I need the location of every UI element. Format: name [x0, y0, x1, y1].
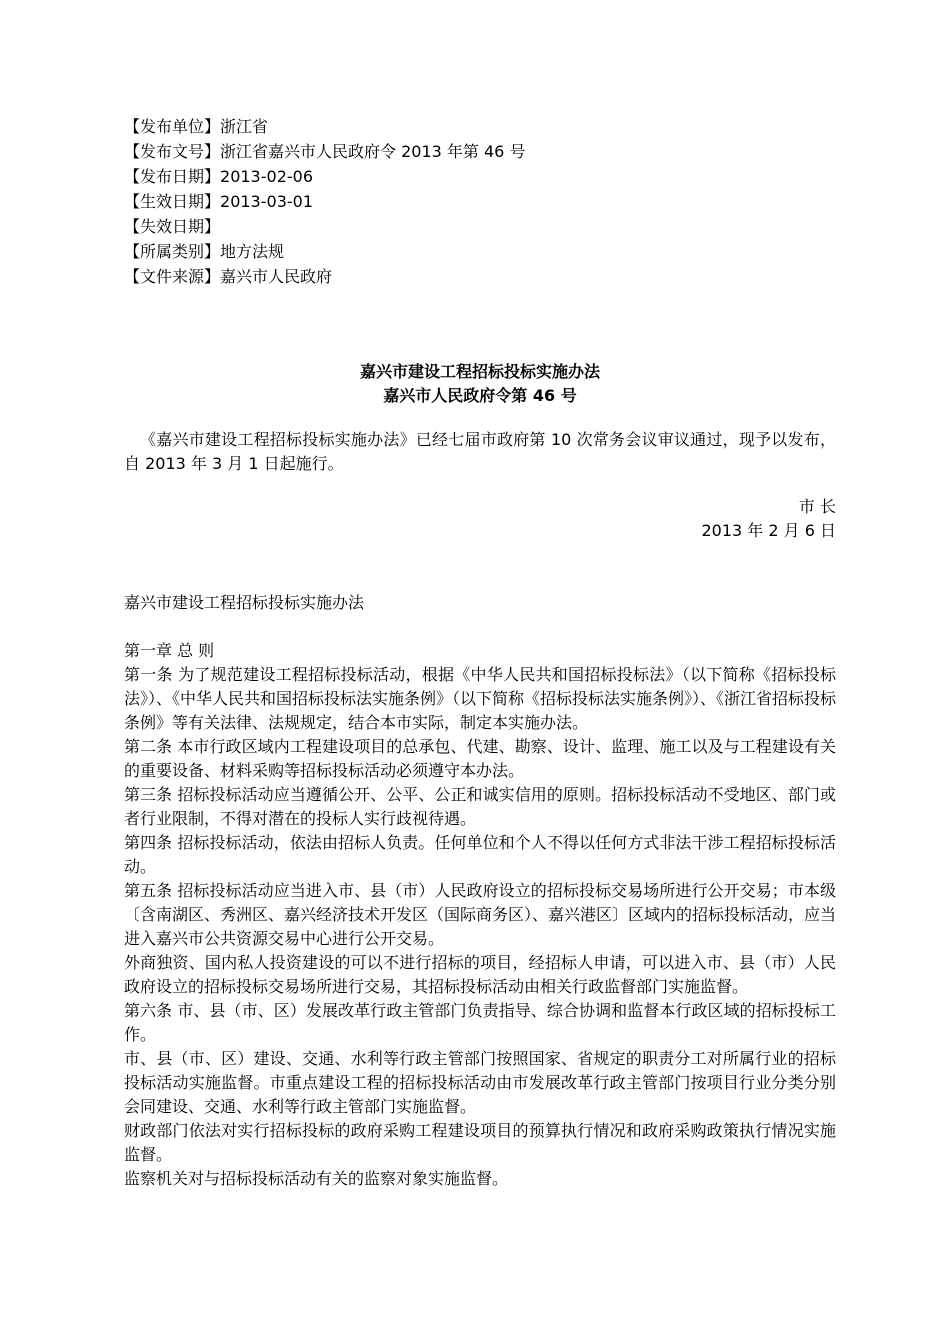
article-paragraph: 第六条 市、县（市、区）发展改革行政主管部门负责指导、综合协调和监督本行政区域的招标投标工作。 — [124, 1001, 836, 1044]
meta-value: 浙江省 — [220, 117, 269, 136]
article-paragraph: 第五条 招标投标活动应当进入市、县（市）人民政府设立的招标投标交易场所进行公开交易；市本级〔含南湖区、秀洲区、嘉兴经济技术开发区（国际商务区）、嘉兴港区〕区域内的招标投标活动，应当进入嘉兴市公共资源交易中心进行公开交易。 — [124, 881, 837, 948]
meta-value: 嘉兴市人民政府 — [220, 267, 333, 286]
decree-number-title: 嘉兴市人民政府令第 46 号 — [383, 386, 577, 405]
document-page — [124, 114, 836, 1191]
document-title: 嘉兴市建设工程招标投标实施办法 — [124, 593, 365, 612]
meta-doc-number — [124, 139, 836, 164]
articles-list — [124, 663, 836, 1191]
meta-label: 【发布单位】 — [124, 117, 221, 136]
meta-effective-date — [124, 189, 836, 214]
title-block — [124, 360, 836, 408]
article-paragraph: 第一条 为了规范建设工程招标投标活动，根据《中华人民共和国招标投标法》（以下简称《招标投标法》）、《中华人民共和国招标投标法实施条例》（以下简称《招标投标法实施条例》）、《浙江省招标投标条例》等有关法律、法规规定，结合本市实际，制定本实施办法。 — [124, 665, 837, 732]
chapter-heading: 第一章 总 则 — [124, 641, 215, 660]
signature-block — [124, 495, 836, 543]
article-paragraph: 第三条 招标投标活动应当遵循公开、公平、公正和诚实信用的原则。招标投标活动不受地区、部门或者行业限制，不得对潜在的投标人实行歧视待遇。 — [124, 785, 836, 828]
meta-expiry-date — [124, 214, 836, 239]
meta-value: 2013-02-06 — [220, 167, 313, 186]
main-title: 嘉兴市建设工程招标投标实施办法 — [359, 362, 600, 381]
article-paragraph: 外商独资、国内私人投资建设的可以不进行招标的项目，经招标人申请，可以进入市、县（市）人民政府设立的招标投标交易场所进行交易，其招标投标活动由相关行政监督部门实施监督。 — [124, 953, 836, 996]
article-paragraph: 监察机关对与招标投标活动有关的监察对象实施监督。 — [124, 1169, 509, 1188]
meta-value: 地方法规 — [220, 242, 285, 261]
meta-label: 【发布文号】 — [124, 142, 221, 161]
meta-issuer — [124, 114, 836, 139]
meta-category — [124, 239, 836, 264]
article-paragraph: 第四条 招标投标活动，依法由招标人负责。任何单位和个人不得以任何方式非法干涉工程招标投标活动。 — [124, 833, 836, 876]
signatory: 市 长 — [798, 497, 836, 516]
meta-value: 浙江省嘉兴市人民政府令 2013 年第 46 号 — [220, 142, 526, 161]
promulgation-text: 《嘉兴市建设工程招标投标实施办法》已经七届市政府第 10 次常务会议审议通过，现予以发布，自 2013 年 3 月 1 日起施行。 — [124, 430, 836, 473]
metadata-block — [124, 114, 836, 289]
meta-value: 2013-03-01 — [220, 192, 313, 211]
meta-source — [124, 264, 836, 289]
signature-date: 2013 年 2 月 6 日 — [701, 521, 836, 540]
meta-label: 【发布日期】 — [124, 167, 221, 186]
article-paragraph: 财政部门依法对实行招标投标的政府采购工程建设项目的预算执行情况和政府采购政策执行情况实施监督。 — [124, 1121, 836, 1164]
meta-label: 【生效日期】 — [124, 192, 221, 211]
article-paragraph: 第二条 本市行政区域内工程建设项目的总承包、代建、勘察、设计、监理、施工以及与工程建设有关的重要设备、材料采购等招标投标活动必须遵守本办法。 — [124, 737, 836, 780]
meta-label: 【文件来源】 — [124, 267, 221, 286]
spacer — [124, 289, 836, 360]
meta-label: 【失效日期】 — [124, 217, 221, 236]
meta-label: 【所属类别】 — [124, 242, 221, 261]
article-paragraph: 市、县（市、区）建设、交通、水利等行政主管部门按照国家、省规定的职责分工对所属行业的招标投标活动实施监督。市重点建设工程的招标投标活动由市发展改革行政主管部门按项目行业分类分别会同建设、交通、水利等行政主管部门实施监督。 — [124, 1049, 836, 1116]
meta-issue-date — [124, 164, 836, 189]
